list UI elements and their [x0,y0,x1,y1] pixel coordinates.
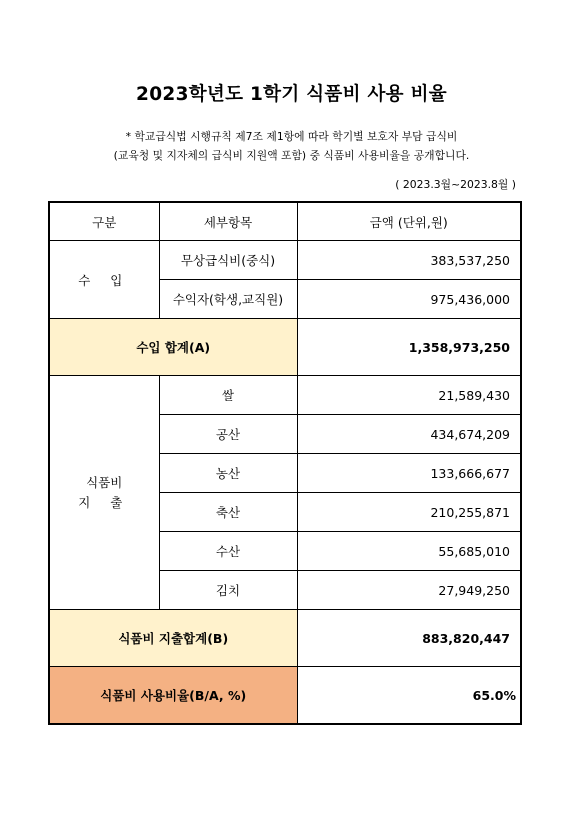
detail-item-cell: 수산 [159,532,297,571]
amount-cell: 210,255,871 [297,493,521,532]
food-cost-table [48,201,522,725]
ratio-label: 식품비 사용비율(B/A, %) [49,667,297,725]
amount-cell: 434,674,209 [297,415,521,454]
header-detail-item: 세부항목 [159,202,297,241]
amount-cell: 133,666,677 [297,454,521,493]
header-category: 구분 [49,202,159,241]
expense-total-row [49,610,521,667]
income-total-row [49,319,521,376]
amount-cell: 27,949,250 [297,571,521,610]
table-header-row [49,202,521,241]
ratio-value: 65.0% [297,667,521,725]
detail-item-cell: 농산 [159,454,297,493]
income-total-amount: 1,358,973,250 [297,319,521,376]
expense-total-label: 식품비 지출합계(B) [49,610,297,667]
detail-item-cell: 쌀 [159,376,297,415]
expense-total-amount: 883,820,447 [297,610,521,667]
detail-item-cell: 무상급식비(중식) [159,241,297,280]
table-row [49,376,521,415]
expense-group-line2: 지 출 [78,494,131,510]
detail-item-cell: 수익자(학생,교직원) [159,280,297,319]
note-line-1: * 학교급식법 시행규칙 제7조 제1항에 따라 학기별 보호자 부담 급식비 [125,130,458,143]
note-line-2: (교육청 및 지자체의 급식비 지원액 포함) 중 식품비 사용비율을 공개합니다. [113,149,470,162]
period-label: ( 2023.3월~2023.8월 ) [395,178,516,191]
detail-item-cell: 축산 [159,493,297,532]
page-title: 2023학년도 1학기 식품비 사용 비율 [136,84,447,105]
header-amount: 금액 (단위,원) [297,202,521,241]
table-row [49,241,521,280]
expense-group-line1: 식품비 [86,474,123,490]
income-group-label: 수 입 [49,241,159,319]
amount-cell: 21,589,430 [297,376,521,415]
amount-cell: 55,685,010 [297,532,521,571]
amount-cell: 975,436,000 [297,280,521,319]
ratio-row [49,667,521,725]
detail-item-cell: 김치 [159,571,297,610]
expense-group-label [49,376,159,610]
amount-cell: 383,537,250 [297,241,521,280]
income-total-label: 수입 합계(A) [49,319,297,376]
detail-item-cell: 공산 [159,415,297,454]
